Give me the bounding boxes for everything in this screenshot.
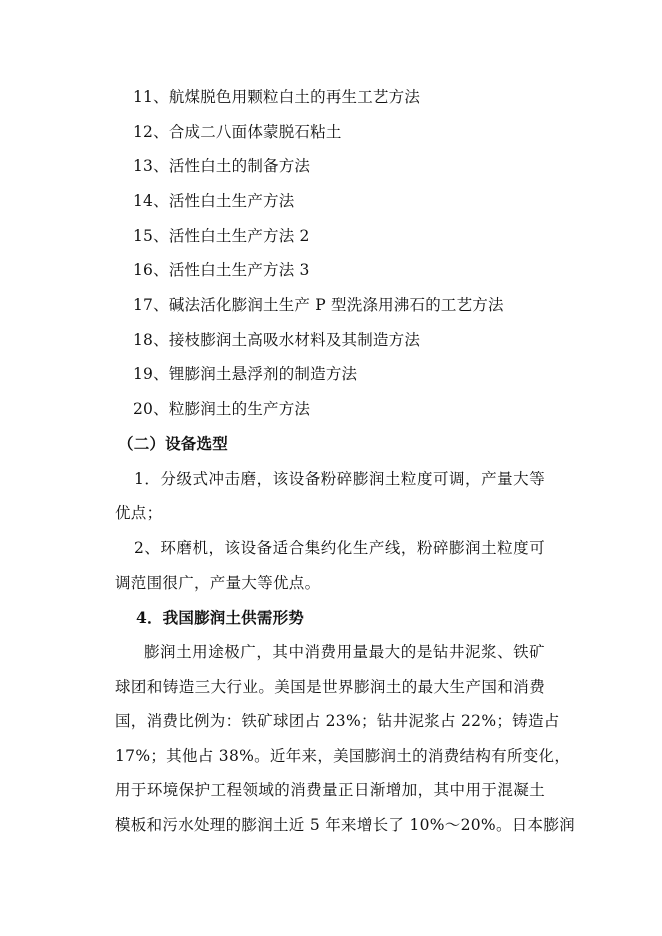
list-item-13: 13、活性白土的制备方法 xyxy=(133,157,311,175)
list-item-12: 12、合成二八面体蒙脱石粘土 xyxy=(133,123,342,141)
list-item-19: 19、锂膨润土悬浮剂的制造方法 xyxy=(133,365,358,383)
equipment-item-2-line-1: 2、环磨机，该设备适合集约化生产线，粉碎膨润土粒度可 xyxy=(134,539,545,557)
list-item-15: 15、活性白土生产方法 2 xyxy=(133,227,310,245)
section-heading-equipment: （二）设备选型 xyxy=(118,434,228,453)
equipment-item-1-line-2: 优点； xyxy=(115,504,163,522)
equipment-item-2-line-2: 调范围很广，产量大等优点。 xyxy=(115,574,321,592)
list-item-18: 18、接枝膨润土高吸水材料及其制造方法 xyxy=(133,331,421,349)
paragraph-line-1: 膨润土用途极广，其中消费用量最大的是钻井泥浆、铁矿 xyxy=(144,643,545,661)
list-item-14: 14、活性白土生产方法 xyxy=(133,192,295,210)
paragraph-line-4: 17%；其他占 38%。近年来，美国膨润土的消费结构有所变化， xyxy=(115,747,571,765)
paragraph-line-2: 球团和铸造三大行业。美国是世界膨润土的最大生产国和消费 xyxy=(115,678,545,696)
list-item-20: 20、粒膨润土的生产方法 xyxy=(133,400,311,418)
equipment-item-1-line-1: 1．分级式冲击磨，该设备粉碎膨润土粒度可调，产量大等 xyxy=(134,470,545,488)
list-item-11: 11、航煤脱色用颗粒白土的再生工艺方法 xyxy=(133,88,421,106)
list-item-17: 17、碱法活化膨润土生产 P 型洗涤用沸石的工艺方法 xyxy=(133,296,504,314)
paragraph-line-5: 用于环境保护工程领域的消费量正日渐增加，其中用于混凝土 xyxy=(115,781,545,799)
list-item-16: 16、活性白土生产方法 3 xyxy=(133,261,310,279)
paragraph-line-3: 国，消费比例为：铁矿球团占 23%；钻井泥浆占 22%；铸造占 xyxy=(115,712,560,730)
paragraph-line-6: 模板和污水处理的膨润土近 5 年来增长了 10%～20%。日本膨润 xyxy=(115,816,575,834)
section-heading-supply-demand: 4．我国膨润土供需形势 xyxy=(136,608,304,627)
